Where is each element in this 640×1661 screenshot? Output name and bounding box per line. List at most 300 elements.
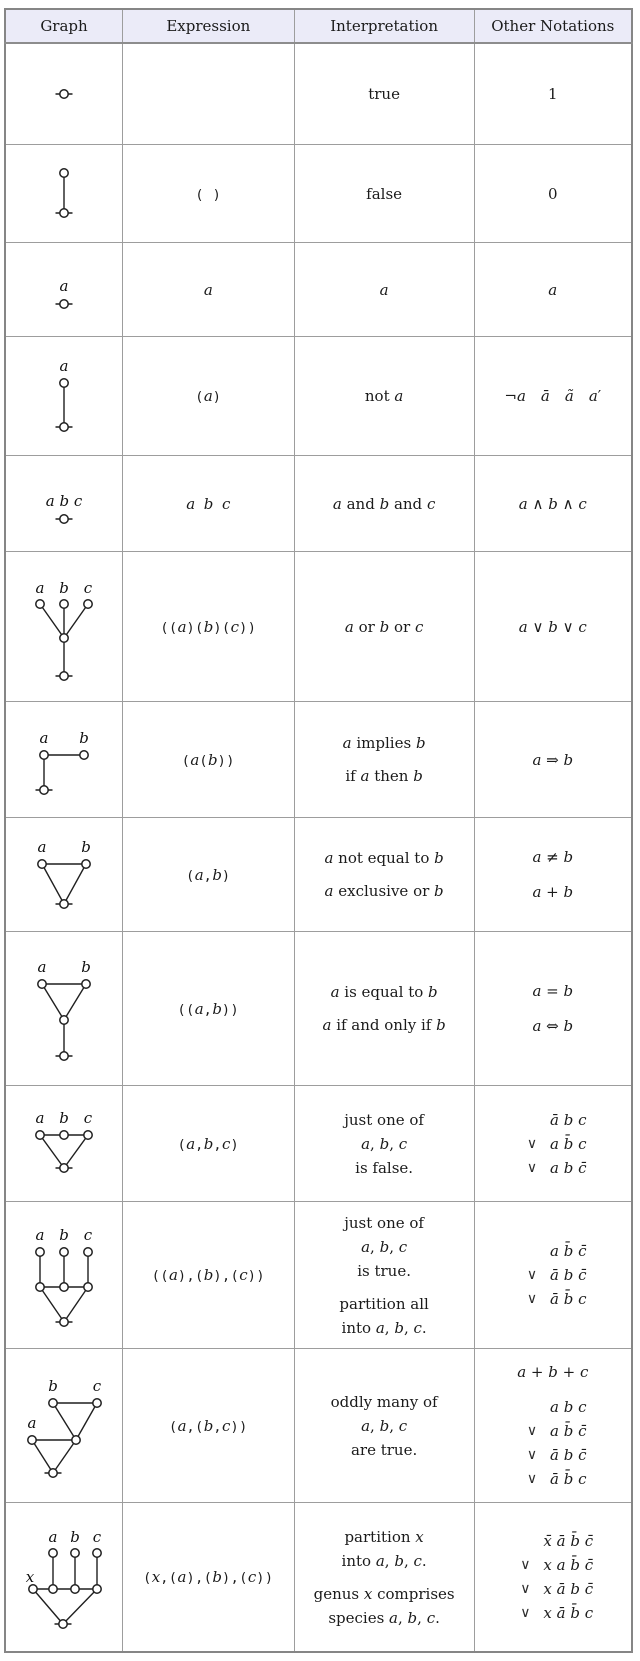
math-variable: b — [208, 750, 218, 769]
interpretation-line: partition x — [344, 1527, 424, 1546]
table-row — [5, 337, 632, 456]
header-row — [5, 9, 632, 43]
graph-label: a — [37, 958, 47, 976]
table-row — [5, 145, 632, 243]
expression-cell — [123, 456, 295, 552]
math-variable: b — [563, 982, 574, 1000]
interpretation-paragraph — [299, 879, 470, 903]
math-variable: a — [332, 494, 342, 513]
notations-text — [479, 979, 627, 1038]
graph-cell — [5, 43, 123, 145]
math-variable: a — [168, 1266, 178, 1284]
notation-term: a ⇒ b — [532, 750, 574, 769]
math-variable: b — [563, 1398, 574, 1416]
graph-edge — [64, 984, 86, 1020]
interpretation-text — [299, 492, 470, 516]
graph-cell — [5, 932, 123, 1086]
graph-edge — [40, 1135, 64, 1168]
interpretation-line: is true. — [357, 1261, 411, 1280]
notations-cell — [474, 456, 632, 552]
graph-node — [60, 169, 68, 177]
graph-figure — [6, 44, 122, 144]
graph-edge — [40, 1287, 64, 1322]
math-variable: c — [426, 494, 436, 513]
expression-text — [186, 494, 231, 513]
math-variable: c̄ — [578, 1446, 587, 1464]
graph-label: c — [92, 1528, 102, 1546]
math-variable: a — [186, 1134, 196, 1153]
graph-node — [71, 1549, 79, 1557]
disjunction-symbol: ∨ — [526, 1423, 538, 1439]
math-variable: a — [548, 280, 558, 299]
disjunction-symbol: ∨ — [520, 1557, 531, 1573]
disjunction-symbol — [512, 1529, 538, 1553]
math-variable: a — [324, 849, 334, 867]
interpretation-paragraph — [299, 1525, 470, 1573]
logical-graphs-table — [4, 8, 633, 1653]
interpretation-text — [299, 1108, 470, 1180]
graph-figure — [6, 1503, 122, 1651]
math-variable: a — [375, 1318, 385, 1337]
interpretation-cell — [294, 337, 474, 456]
expression-text: ( ) — [195, 186, 222, 203]
notations-cell — [474, 702, 632, 818]
notations-text — [479, 748, 627, 772]
math-variable: b — [413, 767, 423, 785]
math-variable: ā — [540, 387, 550, 405]
math-variable: ā — [550, 1470, 559, 1488]
math-variable: x — [543, 1556, 552, 1574]
math-variable: c — [222, 494, 231, 513]
math-variable: c̄ — [578, 1422, 587, 1440]
table-row — [5, 1202, 632, 1349]
notation-group — [479, 1360, 627, 1384]
graph-label: x — [25, 1568, 35, 1586]
graph-edge — [42, 984, 64, 1020]
graph-cell — [5, 1349, 123, 1503]
graph-cell — [5, 145, 123, 243]
graph-edge — [42, 864, 64, 904]
graph-node — [84, 600, 92, 608]
math-variable: x — [543, 1580, 552, 1598]
math-variable: a — [203, 387, 213, 405]
notation-group — [519, 1395, 587, 1491]
graph-root-node — [60, 515, 68, 523]
math-variable: x — [543, 1604, 552, 1622]
graph-node — [49, 1549, 57, 1557]
table-row — [5, 932, 632, 1086]
interpretation-paragraph — [299, 1013, 470, 1037]
expression-text: ((a,b)) — [177, 999, 240, 1018]
interpretation-paragraph — [299, 731, 470, 755]
notations-cell — [474, 1349, 632, 1503]
disjunction-symbol: ∨ — [526, 1267, 538, 1283]
math-variable: c — [584, 1604, 594, 1622]
math-variable: ā — [556, 1604, 566, 1622]
math-variable: b — [563, 883, 574, 901]
graph-label: a — [35, 1109, 45, 1127]
interpretation-line: a, b, c — [361, 1237, 408, 1256]
interpretation-line: a, b, c — [361, 1416, 408, 1435]
math-variable: a — [556, 1556, 566, 1574]
math-variable: b — [394, 1318, 404, 1337]
graph-node — [38, 980, 46, 988]
math-variable: c̄ — [578, 1266, 587, 1284]
expression-cell — [123, 1086, 295, 1202]
notations-cell — [474, 552, 632, 702]
notations-cell — [474, 145, 632, 243]
interpretation-cell — [294, 1086, 474, 1202]
table-row — [5, 1086, 632, 1202]
math-variable: b̄ — [570, 1532, 580, 1550]
math-variable: a — [518, 494, 528, 513]
graph-cell — [5, 818, 123, 932]
notation-group — [479, 880, 627, 904]
math-variable: a — [379, 280, 389, 299]
table-row — [5, 702, 632, 818]
notation-term: a ∨ b ∨ c — [518, 617, 587, 636]
interpretation-line: species a, b, c. — [328, 1608, 440, 1627]
graph-node — [82, 980, 90, 988]
notations-text — [479, 182, 627, 206]
math-variable: b — [563, 1266, 574, 1284]
interpretation-line: not a — [364, 387, 404, 405]
notations-cell — [474, 1086, 632, 1202]
disjunction-symbol: ∨ — [526, 1291, 538, 1307]
graph-label: a — [37, 838, 47, 856]
graph-edge — [64, 604, 88, 638]
notation-group — [479, 1014, 627, 1038]
math-variable: c — [222, 1134, 231, 1153]
math-variable: b — [563, 1158, 574, 1177]
math-variable: b — [563, 1110, 574, 1129]
graph-label: b — [59, 579, 69, 597]
expression-cell — [123, 1349, 295, 1503]
notation-group — [479, 82, 627, 106]
interpretation-cell — [294, 1202, 474, 1349]
graph-node — [84, 1248, 92, 1256]
math-variable: a — [532, 750, 542, 769]
graph-label: a b c — [45, 492, 83, 510]
interpretation-line — [299, 278, 470, 302]
graph-root-node — [60, 1052, 68, 1060]
math-variable: a — [361, 1237, 371, 1256]
notation-term: a ≠ b — [532, 848, 574, 866]
notation-term — [550, 1419, 587, 1443]
table-row — [5, 1503, 632, 1653]
expression-text — [203, 280, 213, 299]
interpretation-paragraph — [299, 384, 470, 408]
graph-node — [93, 1549, 101, 1557]
graph-root-node — [60, 672, 68, 680]
math-variable: a — [389, 1608, 398, 1627]
graph-node — [60, 1283, 68, 1291]
interpretation-paragraph — [299, 1292, 470, 1340]
math-variable: a — [177, 617, 187, 636]
interpretation-paragraph — [299, 1390, 470, 1462]
graph-edge — [63, 1589, 97, 1624]
graph-figure — [6, 243, 122, 336]
notations-text — [479, 1360, 627, 1491]
interpretation-cell — [294, 243, 474, 337]
table-row — [5, 243, 632, 337]
interpretation-text — [299, 731, 470, 788]
interpretation-line: a and b and c — [332, 494, 436, 513]
graph-node — [40, 751, 48, 759]
table-row — [5, 1349, 632, 1503]
math-variable: c — [414, 617, 424, 636]
math-variable: x — [415, 1527, 424, 1546]
math-variable: b — [436, 1016, 446, 1034]
interpretation-text — [299, 182, 470, 206]
notation-term: a = b — [532, 982, 574, 1000]
notation-group — [519, 1108, 587, 1180]
expression-text: ((a)(b)(c)) — [160, 617, 257, 636]
math-variable: a — [394, 387, 404, 405]
interpretation-cell — [294, 552, 474, 702]
math-variable: a — [177, 1416, 187, 1435]
graph-root-node — [40, 786, 48, 794]
interpretation-line: genus x comprises — [313, 1584, 455, 1603]
expression-cell — [123, 552, 295, 702]
math-variable: b — [379, 494, 390, 513]
notation-term: a ⇔ b — [532, 1017, 574, 1035]
graph-root-node — [60, 209, 68, 217]
graph-root-node — [60, 1164, 68, 1172]
interpretation-text — [299, 615, 470, 639]
notation-group — [479, 492, 627, 516]
math-variable: b — [548, 617, 558, 636]
graph-label: a — [35, 579, 45, 597]
math-variable: b — [563, 1446, 574, 1464]
notation-term — [543, 1577, 593, 1601]
math-variable: b̄ — [563, 1470, 574, 1488]
notation-term: a + b — [532, 883, 574, 901]
math-variable: c̄ — [578, 1158, 587, 1177]
graph-node — [29, 1585, 37, 1593]
graph-node — [84, 1283, 92, 1291]
graph-node — [82, 860, 90, 868]
expression-cell — [123, 337, 295, 456]
interpretation-text — [299, 846, 470, 903]
math-variable: b̄ — [570, 1556, 580, 1574]
graph-edge — [64, 1135, 88, 1168]
math-variable: a — [190, 750, 200, 769]
disjunction-symbol: ∨ — [520, 1581, 531, 1597]
graph-cell — [5, 337, 123, 456]
graph-edge — [33, 1589, 63, 1624]
math-variable: c — [398, 1416, 408, 1435]
interpretation-line: into a, b, c. — [341, 1551, 427, 1570]
math-variable: c — [578, 494, 587, 513]
math-variable: c̄ — [584, 1556, 594, 1574]
interpretation-text — [299, 1211, 470, 1340]
graph-label: a — [35, 1226, 45, 1244]
notation-term — [550, 1467, 587, 1491]
interpretation-cell — [294, 1503, 474, 1653]
math-variable: a — [550, 1158, 559, 1177]
interpretation-cell — [294, 702, 474, 818]
disjunction-symbol — [519, 1108, 545, 1132]
notation-term — [550, 1443, 587, 1467]
math-variable: b — [203, 617, 214, 636]
math-variable: c — [578, 1398, 587, 1416]
col-header-other-notations: Other Notations — [474, 9, 632, 43]
math-variable: b — [212, 999, 222, 1018]
math-variable: a — [324, 882, 334, 900]
math-variable: a — [516, 387, 526, 405]
math-variable: c — [230, 617, 240, 636]
notation-term — [479, 278, 627, 302]
expression-cell — [123, 243, 295, 337]
graph-figure — [6, 702, 122, 817]
notations-cell — [474, 337, 632, 456]
interpretation-text — [299, 1390, 470, 1462]
expression-text: (x,(a),(b),(c)) — [143, 1568, 274, 1586]
graph-cell — [5, 456, 123, 552]
interpretation-cell — [294, 1349, 474, 1503]
graph-node — [60, 379, 68, 387]
math-variable: c — [247, 1568, 257, 1586]
interpretation-paragraph — [299, 1211, 470, 1283]
math-variable: b — [570, 1580, 580, 1598]
graph-node — [60, 1016, 68, 1024]
graph-label: a — [27, 1414, 37, 1432]
interpretation-text — [299, 384, 470, 408]
math-variable: a — [550, 1398, 559, 1416]
graph-label: a — [59, 357, 69, 375]
table-row — [5, 818, 632, 932]
math-variable: b — [563, 1017, 574, 1035]
graph-node — [71, 1585, 79, 1593]
interpretation-line: just one of — [344, 1110, 424, 1129]
graph-figure — [6, 456, 122, 551]
math-variable: a — [344, 617, 354, 636]
interpretation-cell — [294, 456, 474, 552]
math-variable: b — [379, 1237, 390, 1256]
interpretation-paragraph — [299, 82, 470, 106]
math-variable: c — [426, 1608, 436, 1627]
math-variable: c — [578, 1110, 587, 1129]
math-variable: b — [203, 1134, 214, 1153]
expression-cell — [123, 145, 295, 243]
graph-edge — [76, 1403, 97, 1440]
graph-node — [49, 1399, 57, 1407]
notations-text — [479, 384, 627, 408]
graph-figure — [6, 1202, 122, 1348]
graph-figure — [6, 932, 122, 1085]
notation-term: a ∧ b ∧ c — [518, 494, 587, 513]
notation-term: 1 — [548, 85, 558, 103]
math-variable: c — [413, 1318, 422, 1337]
interpretation-line: true — [368, 85, 400, 103]
interpretation-line: false — [366, 184, 403, 203]
graph-node — [49, 1585, 57, 1593]
interpretation-line: oddly many of — [330, 1392, 438, 1411]
math-variable: ã — [564, 387, 574, 405]
graph-root-node — [60, 423, 68, 431]
math-variable: c — [413, 1551, 422, 1570]
graph-label: c — [83, 1226, 93, 1244]
math-variable: a — [194, 865, 204, 884]
graph-edge — [32, 1440, 53, 1473]
graph-edge — [53, 1440, 76, 1473]
math-variable: b — [548, 494, 558, 513]
math-variable: b̄ — [563, 1290, 574, 1308]
graph-label: b — [79, 729, 89, 747]
expression-text: (a) — [195, 387, 222, 405]
notation-term — [550, 1156, 587, 1180]
graph-cell — [5, 243, 123, 337]
graph-cell — [5, 1503, 123, 1653]
notations-cell — [474, 1503, 632, 1653]
expression-text: ((a),(b),(c)) — [151, 1266, 265, 1284]
graph-label: b — [81, 958, 91, 976]
graph-root-node — [49, 1469, 57, 1477]
interpretation-line: if a then b — [345, 767, 423, 785]
math-variable: ā — [550, 1446, 559, 1464]
notations-cell — [474, 43, 632, 145]
graph-edge — [40, 604, 64, 638]
graph-node — [93, 1585, 101, 1593]
math-variable: b — [434, 849, 444, 867]
graph-node — [72, 1436, 80, 1444]
math-variable: c — [579, 1363, 589, 1381]
interpretation-line: a if and only if b — [322, 1016, 446, 1034]
interpretation-text — [299, 278, 470, 302]
notation-group — [479, 845, 627, 869]
notations-text — [479, 845, 627, 904]
notation-group — [479, 979, 627, 1003]
graph-figure — [6, 337, 122, 455]
interpretation-line: a not equal to b — [324, 849, 444, 867]
interpretation-paragraph — [299, 182, 470, 206]
notation-term — [543, 1553, 593, 1577]
graph-label: c — [92, 1377, 102, 1395]
math-variable: a — [532, 982, 542, 1000]
math-variable: b — [212, 865, 222, 884]
math-variable: b — [379, 1416, 390, 1435]
math-variable: c̄ — [584, 1532, 594, 1550]
math-variable: b̄ — [563, 1422, 574, 1440]
math-variable: ā — [556, 1532, 566, 1550]
math-variable: a — [177, 1568, 187, 1586]
interpretation-text — [299, 980, 470, 1037]
interpretation-paragraph — [299, 980, 470, 1004]
math-variable: b — [563, 750, 574, 769]
math-variable: b — [212, 1568, 222, 1586]
interpretation-line: is false. — [355, 1158, 414, 1177]
math-variable: ā — [550, 1110, 559, 1129]
math-variable: a — [322, 1016, 332, 1034]
expression-cell — [123, 932, 295, 1086]
math-variable: a — [194, 999, 204, 1018]
math-variable: b̄ — [563, 1242, 574, 1260]
expression-text: (a,(b,c)) — [168, 1416, 248, 1435]
notations-text — [479, 615, 627, 639]
graph-label: a — [39, 729, 49, 747]
graph-node — [38, 860, 46, 868]
interpretation-line: a exclusive or b — [324, 882, 444, 900]
disjunction-symbol: ∨ — [520, 1605, 531, 1621]
math-variable: c — [398, 1134, 408, 1153]
graph-node — [28, 1436, 36, 1444]
disjunction-symbol — [519, 1239, 545, 1263]
graph-edge — [53, 1403, 76, 1440]
disjunction-symbol: ∨ — [526, 1135, 538, 1152]
notations-cell — [474, 243, 632, 337]
graph-edge — [64, 864, 86, 904]
